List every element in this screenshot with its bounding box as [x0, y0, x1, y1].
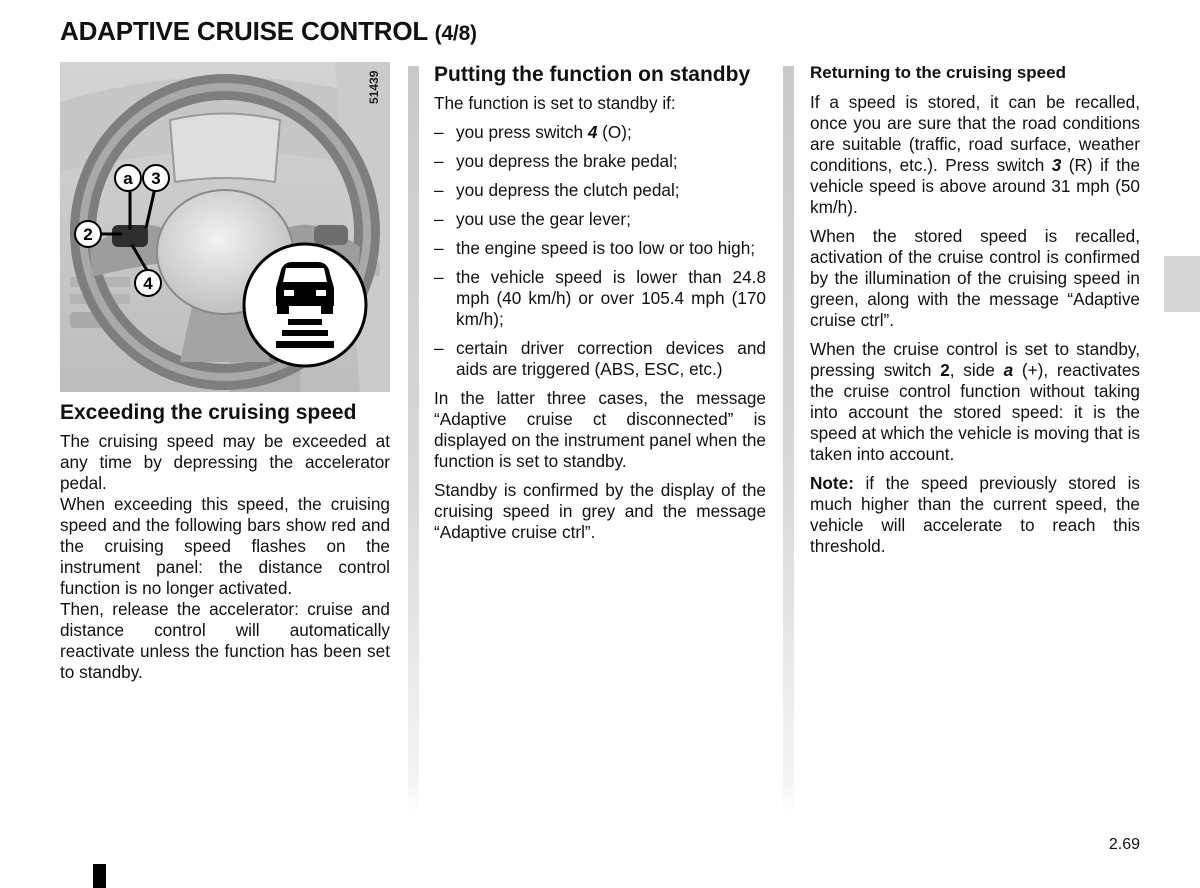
- list-item: – certain driver correction devices and aids are triggered (ABS, ESC, etc.): [434, 338, 766, 380]
- column-left: [60, 62, 390, 691]
- steering-wheel-drawing: [60, 62, 390, 392]
- standby-paragraph-2: Standby is confirmed by the display of the cruising speed in grey and the message “Adaptive cruise ctrl”.: [434, 480, 766, 542]
- standby-intro: The function is set to standby if:: [434, 93, 676, 113]
- returning-paragraph-3: When the cruise control is set to standby, pressing switch 2, side a (+), reactivates the cruise control function without taking into account the stored speed: it is the speed at which the vehicle is moving that is taken into account.: [810, 339, 1140, 464]
- returning-paragraph-1: If a speed is stored, it can be recalled, once you are sure that the road conditions are suitable (traffic, road surface, weather conditions, etc.). Press switch 3 (R) if the vehicle speed is above around 31 mph (50 km/h).: [810, 92, 1140, 217]
- switch-number: 3: [1051, 155, 1062, 175]
- title-suffix: (4/8): [434, 22, 477, 45]
- list-item: – you depress the clutch pedal;: [434, 180, 766, 201]
- corner-marker: [93, 864, 106, 888]
- exceeding-paragraph-3: Then, release the accelerator: cruise and distance control will automatically reactivate unless the function has been set to standby.: [60, 599, 390, 682]
- standby-conditions-list: [434, 122, 766, 380]
- list-item: – the vehicle speed is lower than 24.8 mph (40 km/h) or over 105.4 mph (170 km/h);: [434, 267, 766, 330]
- switch-number: 4: [587, 122, 598, 142]
- standby-paragraph-1: In the latter three cases, the message “Adaptive cruise ct disconnected” is displayed on the instrument panel when the function is set to standby.: [434, 388, 766, 471]
- returning-paragraph-2: When the stored speed is recalled, activation of the cruise control is confirmed by the illumination of the cruising speed in green, along with the message “Adaptive cruise ctrl”.: [810, 226, 1140, 330]
- callout-3: 3: [151, 169, 161, 188]
- exceeding-paragraph-1: The cruising speed may be exceeded at any time by depressing the accelerator pedal.: [60, 431, 390, 493]
- column-right: [810, 62, 1140, 565]
- steering-wheel-illustration: [60, 62, 390, 392]
- heading-exceeding-cruising-speed: Exceeding the cruising speed: [60, 401, 357, 424]
- column-separator-left: [408, 66, 419, 816]
- chapter-tab: [1164, 256, 1200, 312]
- list-item: – you press switch 4 (O);: [434, 122, 766, 143]
- exceeding-paragraph-2: When exceeding this speed, the cruising speed and the following bars show red and the cruising speed flashes on the instrument panel: the distance control function is no longer activated.: [60, 494, 390, 598]
- switch-side: a: [1003, 360, 1014, 380]
- page-title: [60, 16, 477, 47]
- figure-reference-number: 51439: [367, 70, 381, 104]
- list-item: – you use the gear lever;: [434, 209, 766, 230]
- heading-returning-cruising-speed: Returning to the cruising speed: [810, 63, 1066, 82]
- note-paragraph: Note: if the speed previously stored is much higher than the current speed, the vehicle will accelerate to reach this threshold.: [810, 473, 1140, 556]
- note-label: Note:: [810, 473, 854, 493]
- heading-standby: Putting the function on standby: [434, 63, 751, 86]
- callout-a: a: [123, 169, 133, 188]
- callout-2: 2: [83, 225, 93, 244]
- page-number: 2.69: [1108, 836, 1140, 853]
- list-item: – the engine speed is too low or too high;: [434, 238, 766, 259]
- list-item: – you depress the brake pedal;: [434, 151, 766, 172]
- title-main: ADAPTIVE CRUISE CONTROL: [60, 16, 428, 46]
- adaptive-cruise-vehicle-icon: [244, 244, 366, 366]
- column-middle: [434, 62, 766, 551]
- column-separator-right: [783, 66, 794, 816]
- switch-number: 2: [940, 360, 950, 380]
- callout-4: 4: [143, 274, 153, 293]
